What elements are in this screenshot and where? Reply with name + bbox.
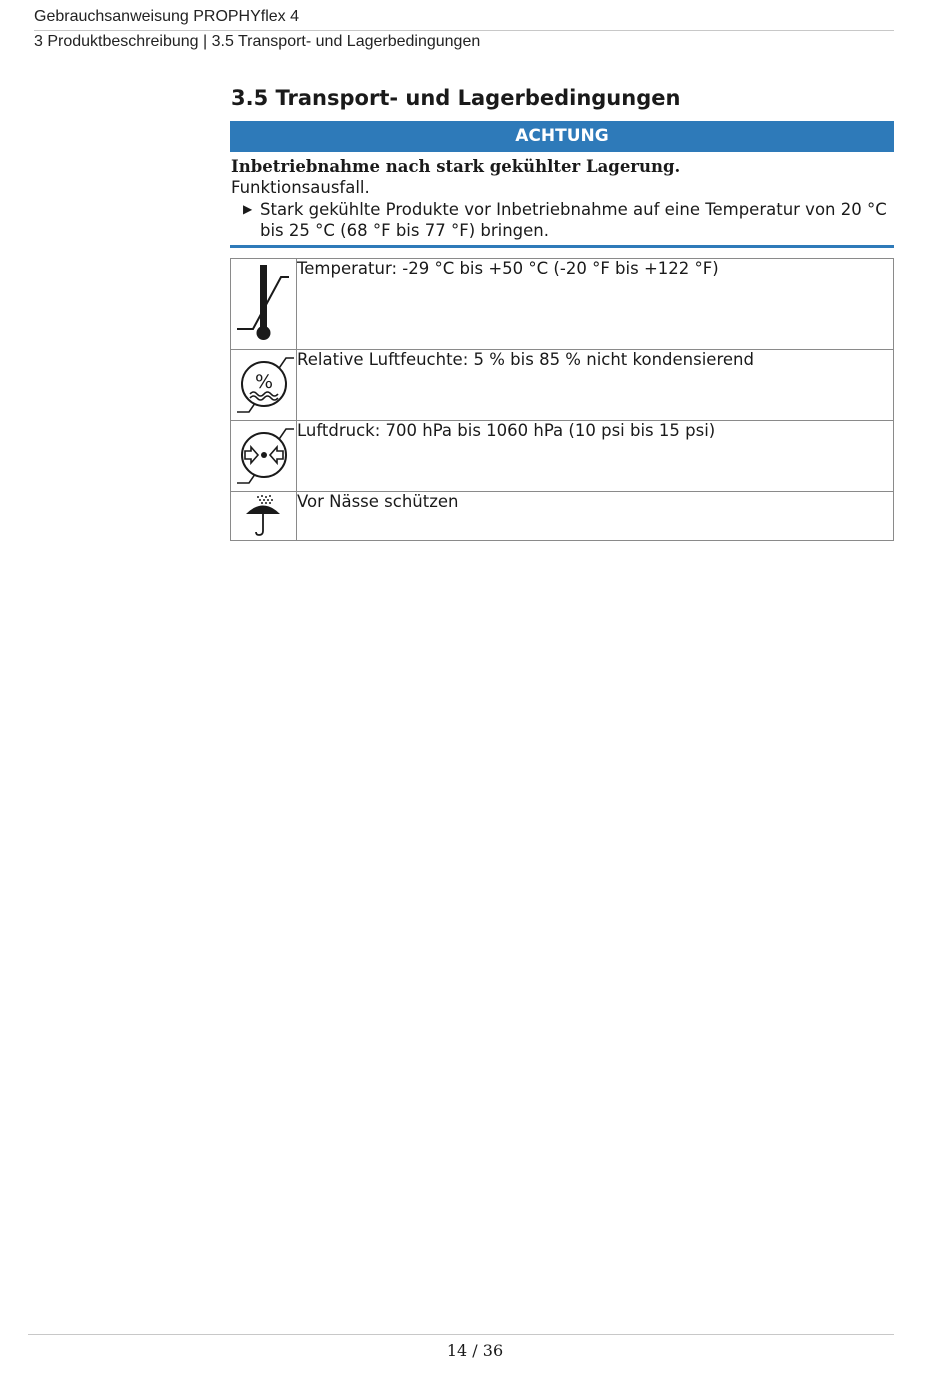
pressure-limit-icon	[231, 421, 296, 491]
warning-step	[243, 199, 903, 241]
warning-heading: Inbetriebnahme nach stark gekühlter Lagerung.	[231, 157, 681, 176]
temperature-limit-icon	[231, 259, 296, 349]
triangle-right-icon: ▶	[243, 202, 253, 216]
table-row	[231, 421, 894, 492]
temperature-icon-cell	[231, 259, 297, 350]
humidity-limit-icon	[231, 350, 296, 420]
keep-dry-icon-cell	[231, 492, 297, 541]
warning-step-text: Stark gekühlte Produkte vor Inbetriebnahme auf eine Temperatur von 20 °C bis 25 °C (68 °F bis 77 °F) bringen.	[260, 200, 887, 240]
section-title: 3.5 Transport- und Lagerbedingungen	[231, 86, 681, 110]
warning-consequence: Funktionsausfall.	[231, 178, 370, 197]
table-row	[231, 259, 894, 350]
warning-divider	[230, 245, 894, 248]
breadcrumb: 3 Produktbeschreibung | 3.5 Transport- und Lagerbedingungen	[34, 33, 481, 50]
humidity-icon-cell	[231, 350, 297, 421]
pressure-icon-cell	[231, 421, 297, 492]
pressure-text: Luftdruck: 700 hPa bis 1060 hPa (10 psi bis 15 psi)	[297, 421, 894, 492]
conditions-table	[230, 258, 894, 541]
temperature-text: Temperatur: -29 °C bis +50 °C (-20 °F bis +122 °F)	[297, 259, 894, 350]
table-row	[231, 350, 894, 421]
svg-text:%: %	[254, 371, 274, 393]
page-number: 14 / 36	[446, 1341, 504, 1360]
header-divider	[34, 30, 894, 31]
footer-divider	[28, 1334, 894, 1335]
keep-dry-text: Vor Nässe schützen	[297, 492, 894, 541]
table-row	[231, 492, 894, 541]
document-title: Gebrauchsanweisung PROPHYflex 4	[34, 8, 300, 25]
warning-label: ACHTUNG	[230, 121, 894, 152]
keep-dry-icon	[231, 492, 296, 540]
humidity-text: Relative Luftfeuchte: 5 % bis 85 % nicht kondensierend	[297, 350, 894, 421]
